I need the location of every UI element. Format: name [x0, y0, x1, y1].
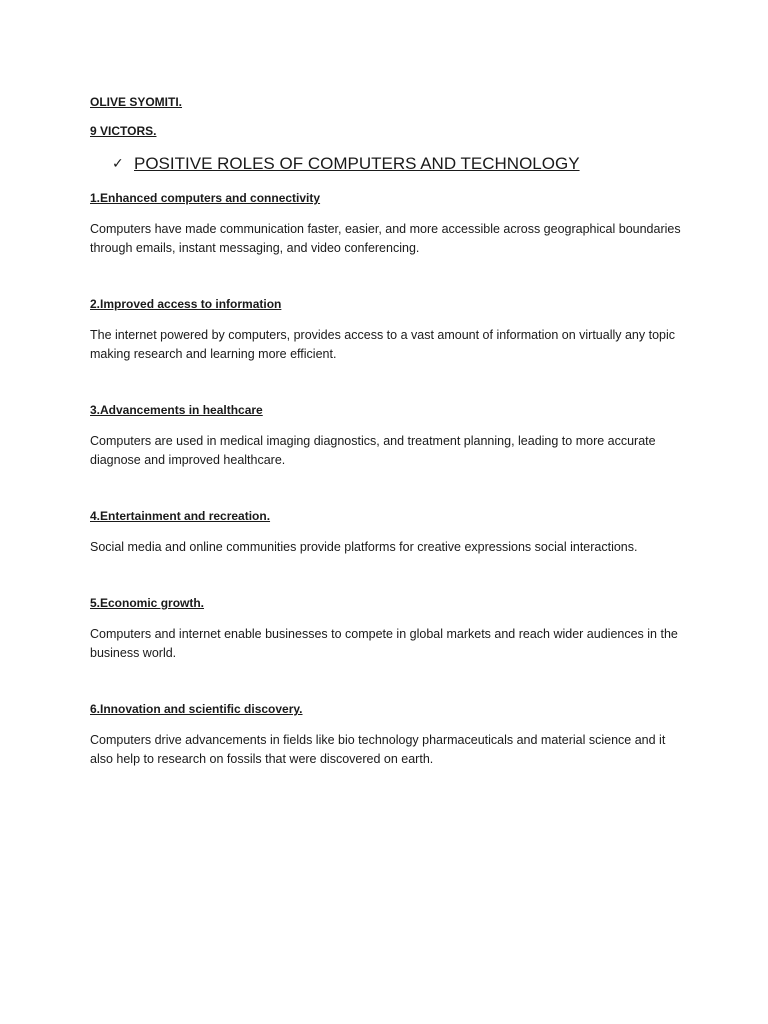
- section-2: [90, 296, 690, 364]
- document-title: POSITIVE ROLES OF COMPUTERS AND TECHNOLOGY: [134, 154, 580, 173]
- section-5: [90, 595, 690, 663]
- section-heading: 1.Enhanced computers and connectivity: [90, 191, 321, 205]
- author-name: OLIVE SYOMITI.: [90, 95, 183, 109]
- section-heading: 4.Entertainment and recreation.: [90, 509, 271, 523]
- section-1: [90, 190, 690, 258]
- section-heading: 3.Advancements in healthcare: [90, 403, 263, 417]
- section-heading: 2.Improved access to information: [90, 297, 282, 311]
- group-name: 9 VICTORS.: [90, 124, 157, 138]
- section-body: The internet powered by computers, provides access to a vast amount of information on virtually any topic making research and learning more efficient.: [90, 328, 676, 361]
- check-icon: ✓: [112, 156, 124, 172]
- section-body: Computers have made communication faster, easier, and more accessible across geographical boundaries through emails, instant messaging, and video conferencing.: [90, 222, 681, 255]
- section-heading: 5.Economic growth.: [90, 596, 205, 610]
- section-body: Computers drive advancements in fields like bio technology pharmaceuticals and material science and it also help to research on fossils that were discovered on earth.: [90, 733, 666, 766]
- section-6: [90, 701, 690, 769]
- section-body: Computers are used in medical imaging diagnostics, and treatment planning, leading to more accurate diagnose and improved healthcare.: [90, 434, 656, 467]
- section-body: Computers and internet enable businesses to compete in global markets and reach wider audiences in the business world.: [90, 627, 678, 660]
- section-body: Social media and online communities provide platforms for creative expressions social interactions.: [90, 540, 638, 554]
- section-4: [90, 508, 690, 557]
- section-heading: 6.Innovation and scientific discovery.: [90, 702, 303, 716]
- section-3: [90, 402, 690, 470]
- title-row: [112, 154, 580, 174]
